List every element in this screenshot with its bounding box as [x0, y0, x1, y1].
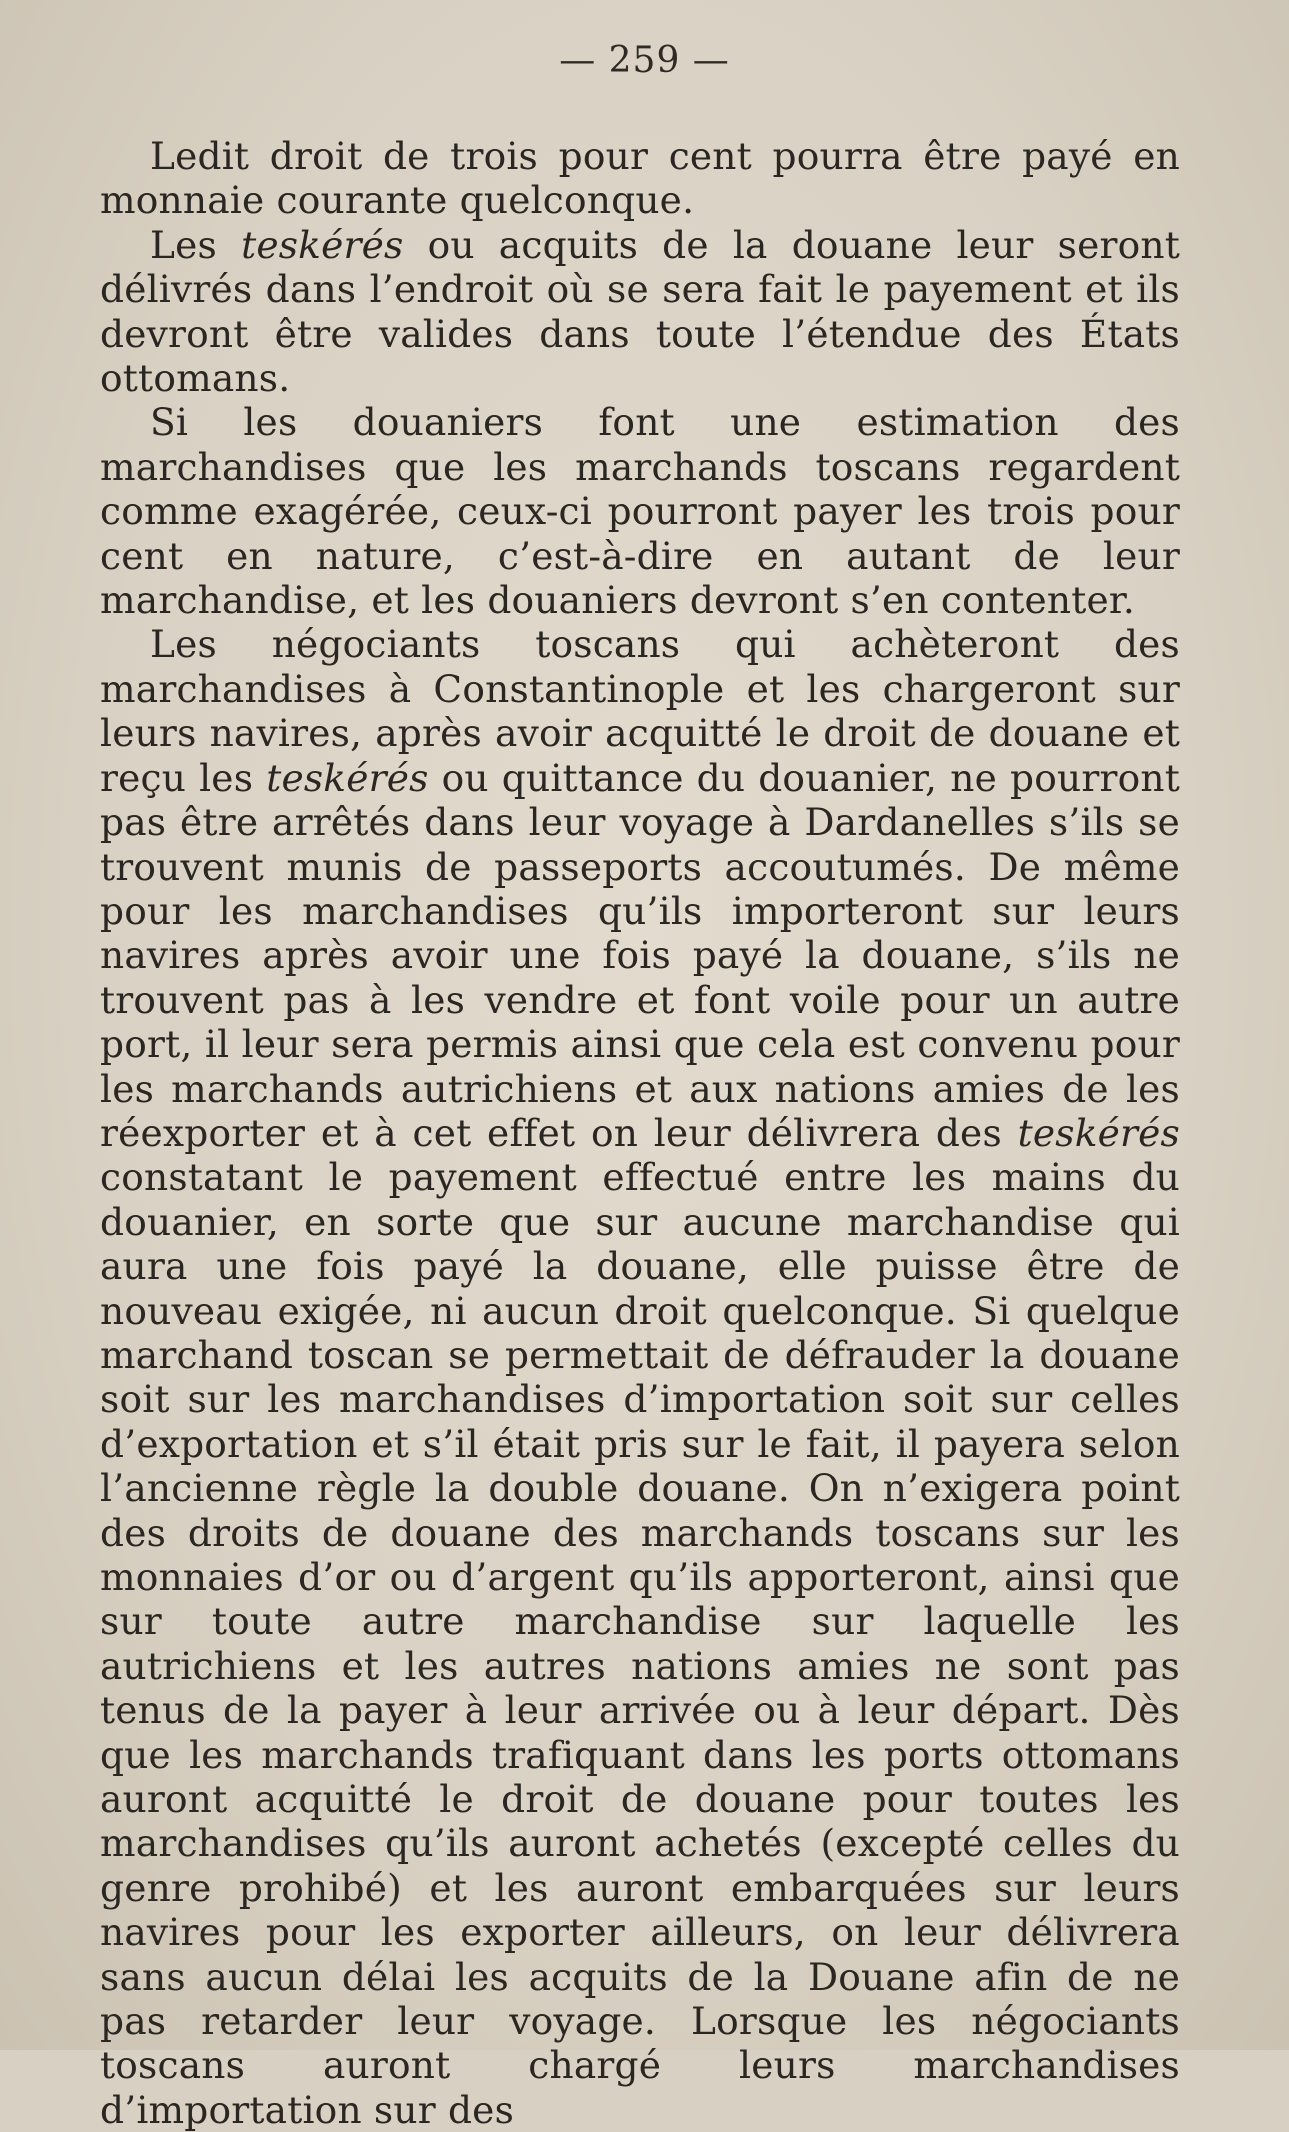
paragraph-3 [100, 400, 1180, 622]
text-run: ou quittance du douanier, ne pourront pas être arrêtés dans leur voyage à Dardanelles s’ils se trouvent munis de passeports accoutumés. De même pour les marchandises qu’ils importeront sur leurs navires après avoir une fois payé la douane, s’ils ne trouvent pas à les vendre et font voile pour un autre port, il leur sera permis ainsi que cela est convenu pour les marchands autrichiens et aux nations amies de les réexporter et à cet effet on leur délivrera des [100, 755, 1180, 1155]
text-run: constatant le payement effectué entre les mains du douanier, en sorte que sur aucune marchandise qui aura une fois payé la douane, elle puisse être de nouveau exigée, ni aucun droit quelconque. Si quelque marchand toscan se permettait de défrauder la douane soit sur les marchandises d’importation soit sur celles d’exportation et s’il était pris sur le fait, il payera selon l’ancienne règle la double douane. On n’exigera point des droits de douane des marchands toscans sur les monnaies d’or ou d’argent qu’ils apporteront, ainsi que sur toute autre marchandise sur laquelle les autrichiens et les autres nations amies ne sont pas tenus de la payer à leur arrivée ou à leur départ. Dès que les marchands trafiquant dans les ports ottomans auront acquitté le droit de douane pour toutes les marchandises qu’ils auront achetés (excepté celles du genre prohibé) et les auront embarquées sur leurs navires pour les exporter ailleurs, on leur délivrera sans aucun délai les acquits de la Douane afin de ne pas retarder leur voyage. Lorsque les négociants toscans auront chargé leurs marchandises d’importation sur des [100, 1155, 1180, 2132]
italic-term: teskérés [266, 755, 429, 800]
text-run: ou acquits de la douane leur seront délivrés dans l’endroit où se sera fait le payement et ils devront être valides dans toute l’étendue des États ottomans. [100, 222, 1180, 401]
italic-term: teskérés [241, 222, 404, 267]
page-number: — 259 — [559, 40, 730, 81]
text-run: Ledit droit de trois pour cent pourra être payé en monnaie courante quelconque. [100, 134, 1180, 223]
text-run: Les négociants toscans qui achèteront des marchandises à Constantinople et les chargeront sur leurs navires, après avoir acquitté le droit de douane et reçu les [100, 622, 1180, 800]
text-run: Les [150, 222, 242, 267]
text-run: Si les douaniers font une estimation des marchandises que les marchands toscans regardent comme exagérée, ceux-ci pourront payer les trois pour cent en nature, c’est-à-dire en autant de leur marchandise, et les douaniers devront s’en contenter. [100, 400, 1180, 623]
paragraph-2 [100, 223, 1180, 401]
italic-term: teskérés [1017, 1110, 1180, 1155]
paragraph-4 [100, 622, 1180, 2132]
paragraph-1 [100, 134, 1180, 223]
body-text [100, 134, 1180, 2132]
